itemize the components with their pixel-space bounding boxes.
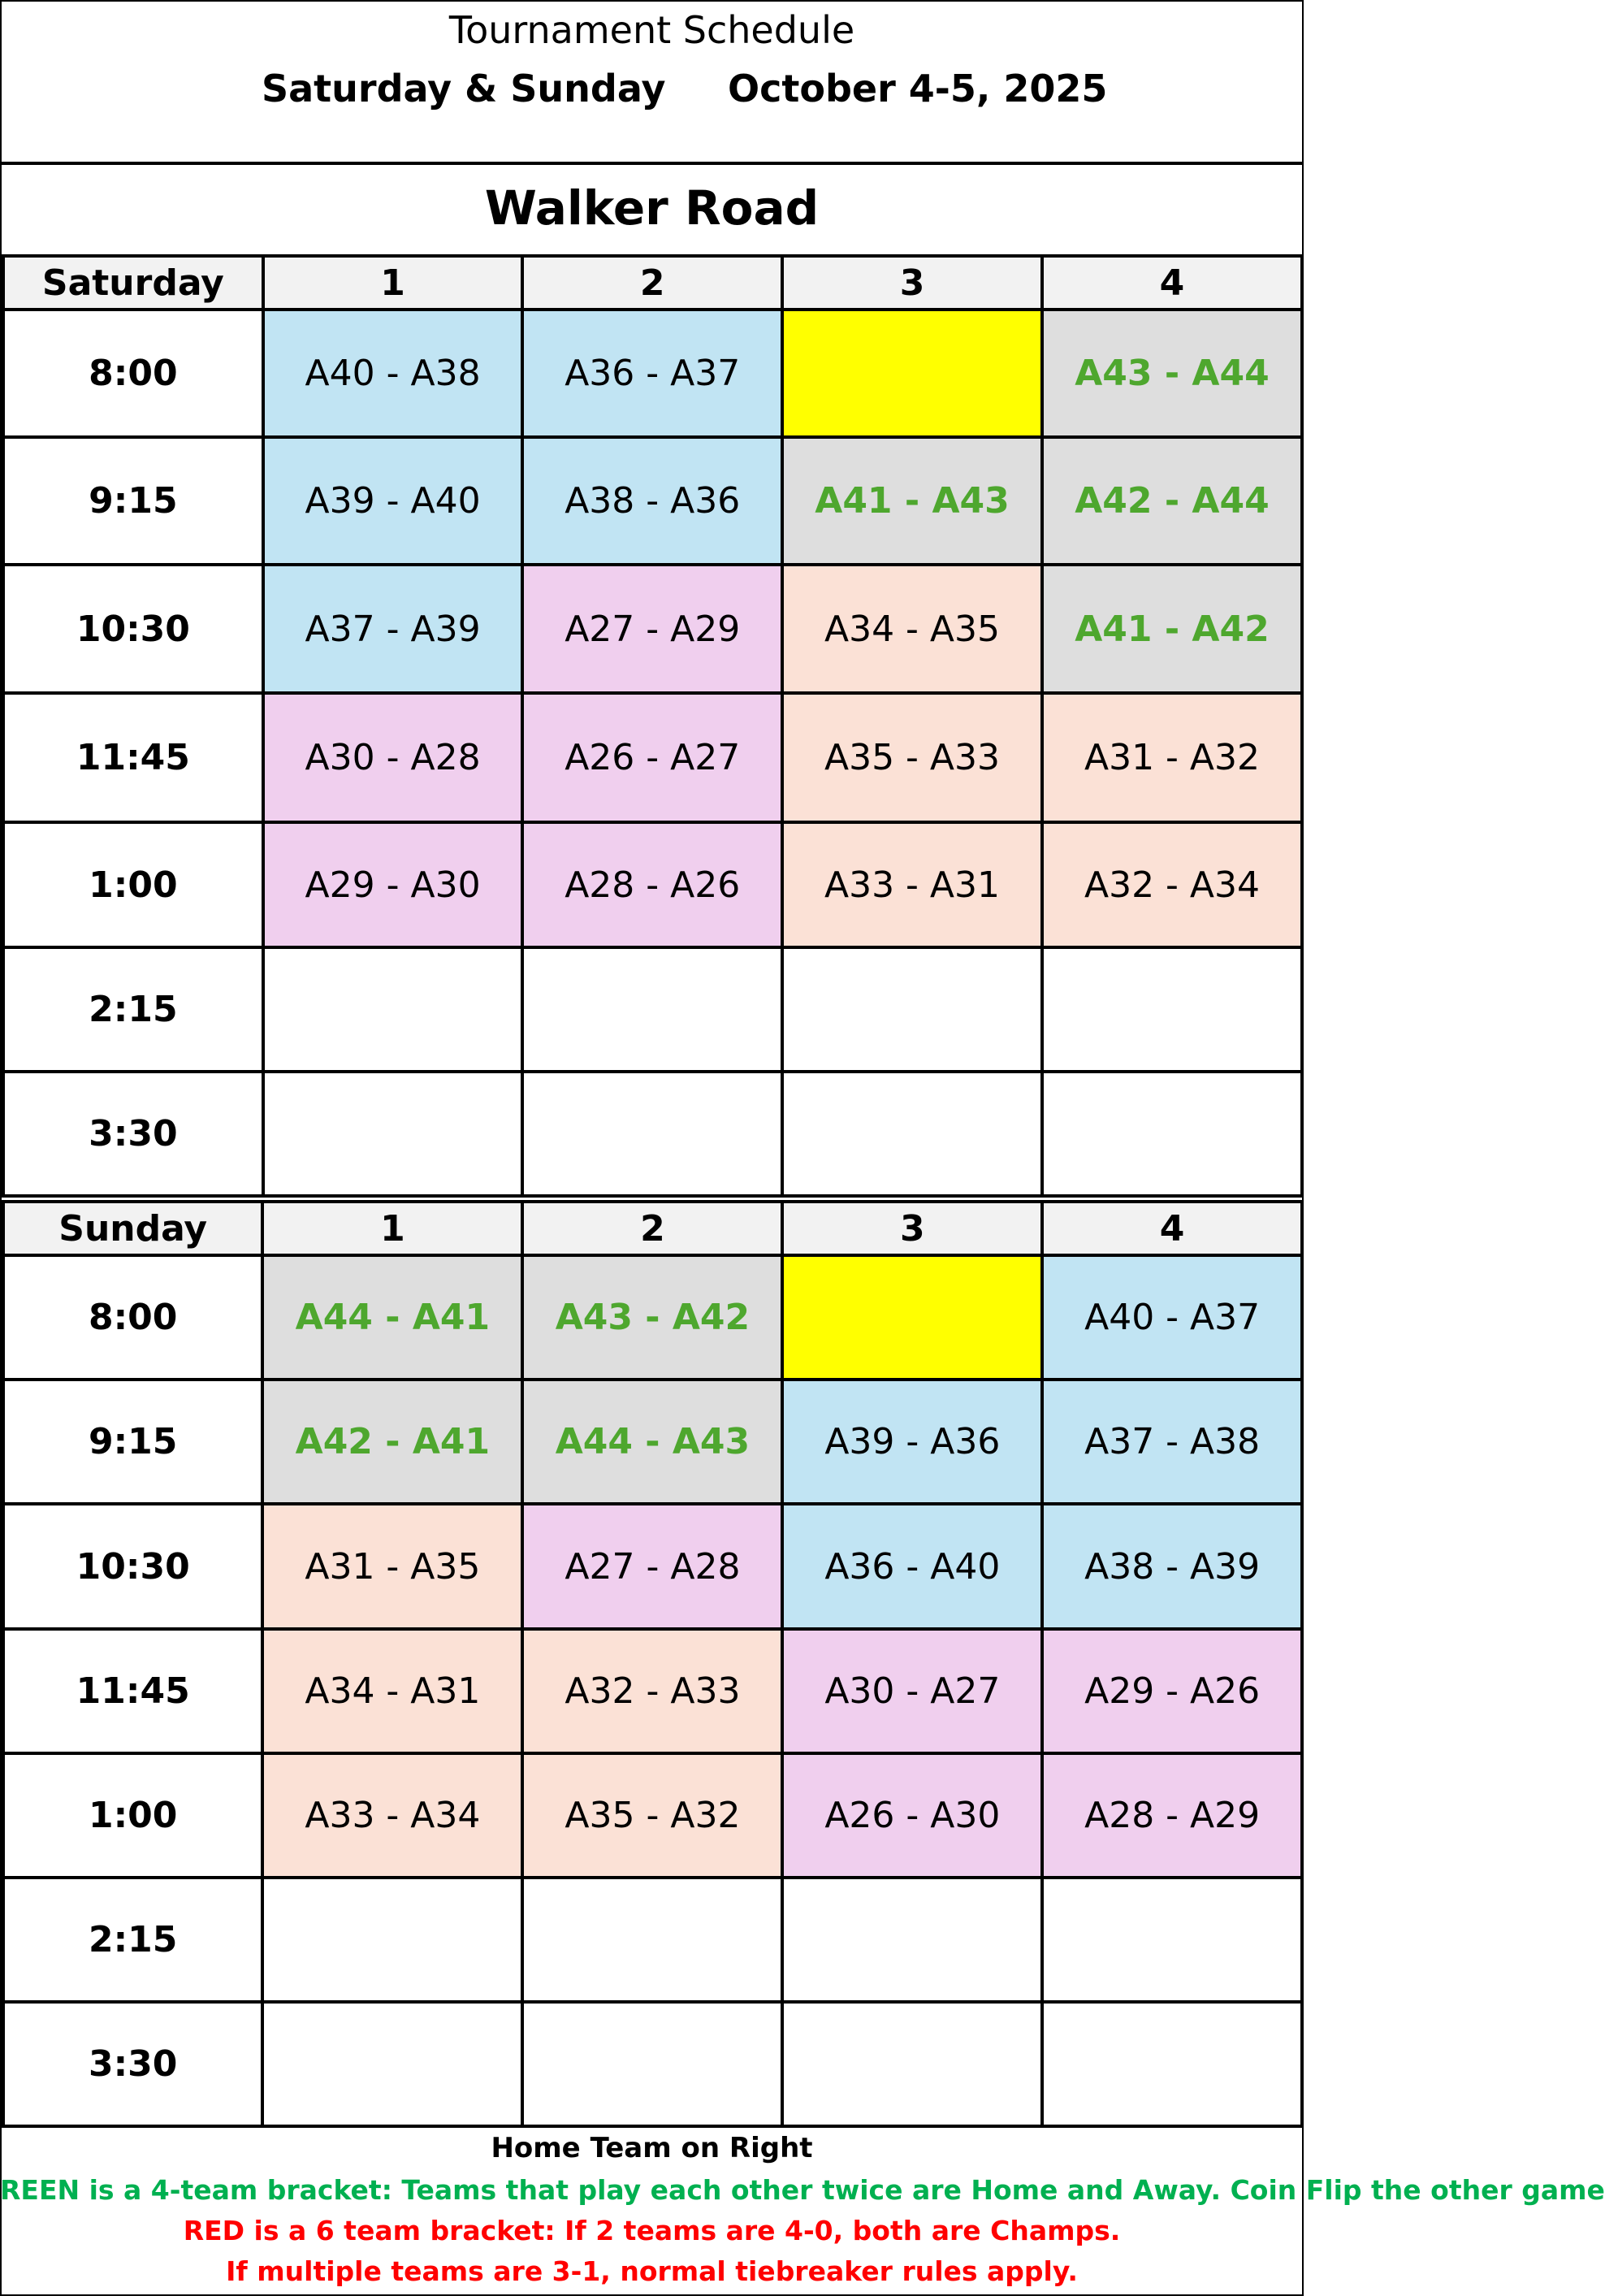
matchup-cell: A35 - A32 xyxy=(522,1753,782,1878)
empty-slot-cell xyxy=(1042,947,1302,1072)
matchup-cell: A32 - A34 xyxy=(1042,822,1302,947)
time-slot-label: 9:15 xyxy=(3,437,263,565)
dates-label: October 4-5, 2025 xyxy=(728,67,1108,110)
empty-slot-cell xyxy=(522,2002,782,2126)
field-number-header: 2 xyxy=(522,256,782,310)
venue-title: Walker Road xyxy=(484,180,820,236)
matchup-cell: A42 - A41 xyxy=(262,1380,522,1504)
time-slot-row xyxy=(3,1504,1302,1629)
field-header-row xyxy=(3,1202,1302,1255)
matchup-cell: A40 - A37 xyxy=(1042,1255,1302,1380)
matchup-cell: A38 - A39 xyxy=(1042,1504,1302,1629)
empty-slot-cell xyxy=(263,1072,523,1196)
matchup-cell: A29 - A26 xyxy=(1042,1629,1302,1753)
matchup-cell: A28 - A26 xyxy=(522,822,782,947)
time-slot-label: 8:00 xyxy=(3,1255,262,1380)
time-slot-label: 3:30 xyxy=(3,1072,263,1196)
time-slot-row xyxy=(3,437,1302,565)
time-slot-row xyxy=(3,2002,1302,2126)
empty-slot-cell xyxy=(782,947,1042,1072)
matchup-cell: A37 - A38 xyxy=(1042,1380,1302,1504)
matchup-cell: A44 - A43 xyxy=(522,1380,782,1504)
field-number-header: 2 xyxy=(522,1202,782,1255)
time-slot-row xyxy=(3,1878,1302,2002)
page-title: Tournament Schedule xyxy=(448,8,855,52)
matchup-cell: A31 - A35 xyxy=(262,1504,522,1629)
sunday-schedule-table xyxy=(2,1200,1304,2128)
tiebreaker-note: If multiple teams are 3-1, normal tiebreaker rules apply. xyxy=(226,2255,1078,2287)
field-number-header: 1 xyxy=(263,256,523,310)
empty-slot-cell xyxy=(262,1878,522,2002)
matchup-cell: A30 - A27 xyxy=(782,1629,1042,1753)
header-divider xyxy=(0,162,1304,165)
empty-slot-cell xyxy=(782,1255,1042,1380)
time-slot-label: 10:30 xyxy=(3,1504,262,1629)
empty-slot-cell xyxy=(782,2002,1042,2126)
field-number-header: 4 xyxy=(1042,256,1302,310)
matchup-cell: A33 - A34 xyxy=(262,1753,522,1878)
time-slot-label: 2:15 xyxy=(3,947,263,1072)
time-slot-label: 3:30 xyxy=(3,2002,262,2126)
matchup-cell: A36 - A40 xyxy=(782,1504,1042,1629)
empty-slot-cell xyxy=(262,2002,522,2126)
time-slot-row xyxy=(3,1380,1302,1504)
empty-slot-cell xyxy=(263,947,523,1072)
saturday-day-label: Saturday xyxy=(3,256,263,310)
matchup-cell: A30 - A28 xyxy=(263,693,523,822)
matchup-cell: A28 - A29 xyxy=(1042,1753,1302,1878)
time-slot-row xyxy=(3,1072,1302,1196)
empty-slot-cell xyxy=(782,1072,1042,1196)
matchup-cell: A41 - A43 xyxy=(782,437,1042,565)
matchup-cell: A39 - A40 xyxy=(263,437,523,565)
matchup-cell: A37 - A39 xyxy=(263,565,523,693)
saturday-schedule-table xyxy=(2,254,1304,1198)
time-slot-row xyxy=(3,693,1302,822)
time-slot-label: 9:15 xyxy=(3,1380,262,1504)
matchup-cell: A40 - A38 xyxy=(263,310,523,437)
empty-slot-cell xyxy=(1042,1878,1302,2002)
time-slot-label: 1:00 xyxy=(3,1753,262,1878)
matchup-cell: A36 - A37 xyxy=(522,310,782,437)
sunday-day-label: Sunday xyxy=(3,1202,262,1255)
matchup-cell: A34 - A31 xyxy=(262,1629,522,1753)
field-number-header: 3 xyxy=(782,1202,1042,1255)
home-team-note: Home Team on Right xyxy=(491,2132,813,2164)
empty-slot-cell xyxy=(782,310,1042,437)
matchup-cell: A27 - A28 xyxy=(522,1504,782,1629)
matchup-cell: A26 - A30 xyxy=(782,1753,1042,1878)
time-slot-row xyxy=(3,947,1302,1072)
matchup-cell: A44 - A41 xyxy=(262,1255,522,1380)
matchup-cell: A32 - A33 xyxy=(522,1629,782,1753)
time-slot-label: 11:45 xyxy=(3,693,263,822)
matchup-cell: A33 - A31 xyxy=(782,822,1042,947)
matchup-cell: A31 - A32 xyxy=(1042,693,1302,822)
matchup-cell: A39 - A36 xyxy=(782,1380,1042,1504)
empty-slot-cell xyxy=(522,947,782,1072)
empty-slot-cell xyxy=(522,1072,782,1196)
matchup-cell: A26 - A27 xyxy=(522,693,782,822)
empty-slot-cell xyxy=(1042,2002,1302,2126)
time-slot-label: 1:00 xyxy=(3,822,263,947)
time-slot-row xyxy=(3,822,1302,947)
matchup-cell: A34 - A35 xyxy=(782,565,1042,693)
field-number-header: 1 xyxy=(262,1202,522,1255)
time-slot-row xyxy=(3,1629,1302,1753)
empty-slot-cell xyxy=(522,1878,782,2002)
field-header-row xyxy=(3,256,1302,310)
time-slot-row xyxy=(3,565,1302,693)
green-bracket-note: REEN is a 4-team bracket: Teams that play each other twice are Home and Away. Coin Flip the other game xyxy=(0,2174,1605,2206)
time-slot-row xyxy=(3,310,1302,437)
field-number-header: 4 xyxy=(1042,1202,1302,1255)
empty-slot-cell xyxy=(782,1878,1042,2002)
matchup-cell: A43 - A44 xyxy=(1042,310,1302,437)
matchup-cell: A43 - A42 xyxy=(522,1255,782,1380)
matchup-cell: A35 - A33 xyxy=(782,693,1042,822)
red-bracket-note: RED is a 6 team bracket: If 2 teams are 4-0, both are Champs. xyxy=(183,2215,1121,2246)
time-slot-row xyxy=(3,1753,1302,1878)
time-slot-label: 2:15 xyxy=(3,1878,262,2002)
time-slot-label: 11:45 xyxy=(3,1629,262,1753)
field-number-header: 3 xyxy=(782,256,1042,310)
matchup-cell: A42 - A44 xyxy=(1042,437,1302,565)
matchup-cell: A27 - A29 xyxy=(522,565,782,693)
time-slot-row xyxy=(3,1255,1302,1380)
matchup-cell: A38 - A36 xyxy=(522,437,782,565)
matchup-cell: A29 - A30 xyxy=(263,822,523,947)
empty-slot-cell xyxy=(1042,1072,1302,1196)
time-slot-label: 8:00 xyxy=(3,310,263,437)
matchup-cell: A41 - A42 xyxy=(1042,565,1302,693)
time-slot-label: 10:30 xyxy=(3,565,263,693)
days-label: Saturday & Sunday xyxy=(262,67,666,110)
